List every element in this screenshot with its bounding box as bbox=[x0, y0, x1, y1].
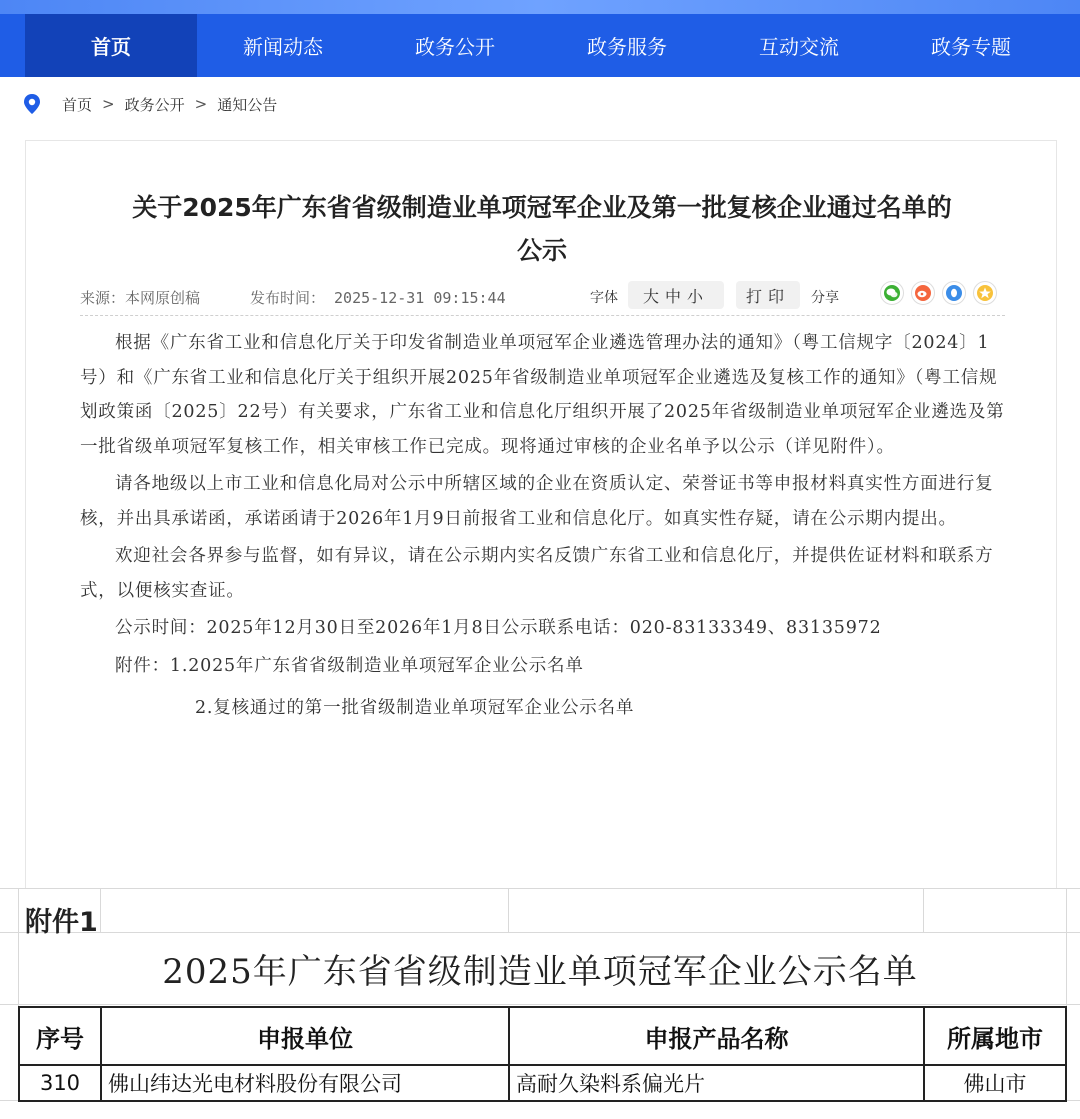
cell-city: 佛山市 bbox=[924, 1065, 1066, 1101]
main-nav bbox=[0, 14, 1080, 77]
breadcrumb-separator: > bbox=[194, 95, 208, 113]
cell-serial: 310 bbox=[19, 1065, 101, 1101]
article-source: 来源：本网原创稿 bbox=[80, 289, 201, 307]
nav-item-news[interactable]: 新闻动态 bbox=[243, 35, 323, 59]
sheet-gridline bbox=[0, 1004, 1080, 1005]
article-body bbox=[80, 326, 1005, 729]
breadcrumb-separator: > bbox=[102, 95, 115, 113]
sheet-gridline bbox=[0, 932, 1080, 933]
article-paragraph: 公示时间：2025年12月30日至2026年1月8日公示联系电话：020-83133349、83135972 bbox=[115, 618, 882, 638]
breadcrumb-gov-open[interactable]: 政务公开 bbox=[124, 95, 185, 114]
top-banner-strip bbox=[0, 0, 1080, 14]
article-card bbox=[25, 140, 1057, 900]
wechat-icon[interactable] bbox=[880, 281, 904, 305]
attachment-spreadsheet bbox=[0, 888, 1080, 1119]
column-header-company: 申报单位 bbox=[101, 1007, 509, 1065]
article-paragraph: 根据《广东省工业和信息化厅关于印发省制造业单项冠军企业遴选管理办法的通知》（粤工信规字〔2024〕1号）和《广东省工业和信息化厅关于组织开展2025年省级制造业单项冠军企业遴选及复核工作的通知》（粤工信规划政策函〔2025〕22号）有关要求，广东省工业和信息化厅组织开展了2025年省级制造业单项冠军企业遴选及第一批省级单项冠军复核工作，相关审核工作已完成。现将通过审核的企业名单予以公示（详见附件）。 bbox=[80, 333, 1005, 457]
breadcrumb-notices[interactable]: 通知公告 bbox=[217, 95, 278, 114]
qzone-icon[interactable] bbox=[973, 281, 997, 305]
table-row bbox=[19, 1065, 1066, 1101]
sheet-gridline bbox=[0, 888, 1080, 889]
article-title bbox=[86, 186, 998, 272]
column-header-serial: 序号 bbox=[19, 1007, 101, 1065]
sheet-title: 2025年广东省省级制造业单项冠军企业公示名单 bbox=[162, 952, 918, 992]
share-label: 分享 bbox=[811, 290, 839, 306]
article-paragraph: 欢迎社会各界参与监督，如有异议，请在公示期内实名反馈广东省工业和信息化厅，并提供佐证材料和联系方式，以便核实查证。 bbox=[80, 546, 994, 601]
attachment-link-2[interactable]: 2.复核通过的第一批省级制造业单项冠军企业公示名单 bbox=[195, 698, 635, 718]
qq-icon[interactable] bbox=[942, 281, 966, 305]
print-button[interactable]: 打印 bbox=[736, 281, 800, 309]
nav-item-interaction[interactable]: 互动交流 bbox=[759, 35, 839, 59]
sheet-gridline bbox=[508, 888, 509, 932]
article-title-line1: 关于2025年广东省省级制造业单项冠军企业及第一批复核企业通过名单的 bbox=[132, 193, 952, 222]
sheet-gridline bbox=[923, 888, 924, 932]
enterprise-table bbox=[18, 1006, 1067, 1102]
cell-company: 佛山纬达光电材料股份有限公司 bbox=[101, 1065, 509, 1101]
breadcrumb-home[interactable]: 首页 bbox=[62, 95, 93, 114]
nav-item-home[interactable]: 首页 bbox=[25, 14, 197, 77]
font-size-label: 字体 bbox=[590, 290, 618, 306]
breadcrumb bbox=[22, 92, 277, 116]
article-publish-time: 发布时间： 2025-12-31 09:15:44 bbox=[250, 289, 506, 307]
article-meta bbox=[80, 281, 1005, 313]
sheet-gridline bbox=[100, 888, 101, 932]
article-paragraph: 请各地级以上市工业和信息化局对公示中所辖区域的企业在资质认定、荣誉证书等申报材料真实性方面进行复核，并出具承诺函，承诺函请于2026年1月9日前报省工业和信息化厅。如真实性存疑，请在公示期内提出。 bbox=[80, 474, 994, 529]
font-size-selector[interactable]: 大中小 bbox=[628, 281, 724, 309]
article-title-line2: 公示 bbox=[516, 236, 567, 265]
attachment-link-1[interactable]: 附件：1.2025年广东省省级制造业单项冠军企业公示名单 bbox=[115, 655, 584, 676]
nav-item-gov-service[interactable]: 政务服务 bbox=[587, 35, 667, 59]
cell-product: 高耐久染料系偏光片 bbox=[509, 1065, 924, 1101]
table-header-row bbox=[19, 1007, 1066, 1065]
column-header-product: 申报产品名称 bbox=[509, 1007, 924, 1065]
nav-item-topics[interactable]: 政务专题 bbox=[931, 35, 1011, 59]
nav-item-gov-open[interactable]: 政务公开 bbox=[415, 35, 495, 59]
attachment-label: 附件1 bbox=[25, 907, 98, 938]
column-header-city: 所属地市 bbox=[924, 1007, 1066, 1065]
meta-divider bbox=[80, 315, 1005, 316]
location-pin-icon bbox=[22, 93, 42, 115]
weibo-icon[interactable] bbox=[911, 281, 935, 305]
